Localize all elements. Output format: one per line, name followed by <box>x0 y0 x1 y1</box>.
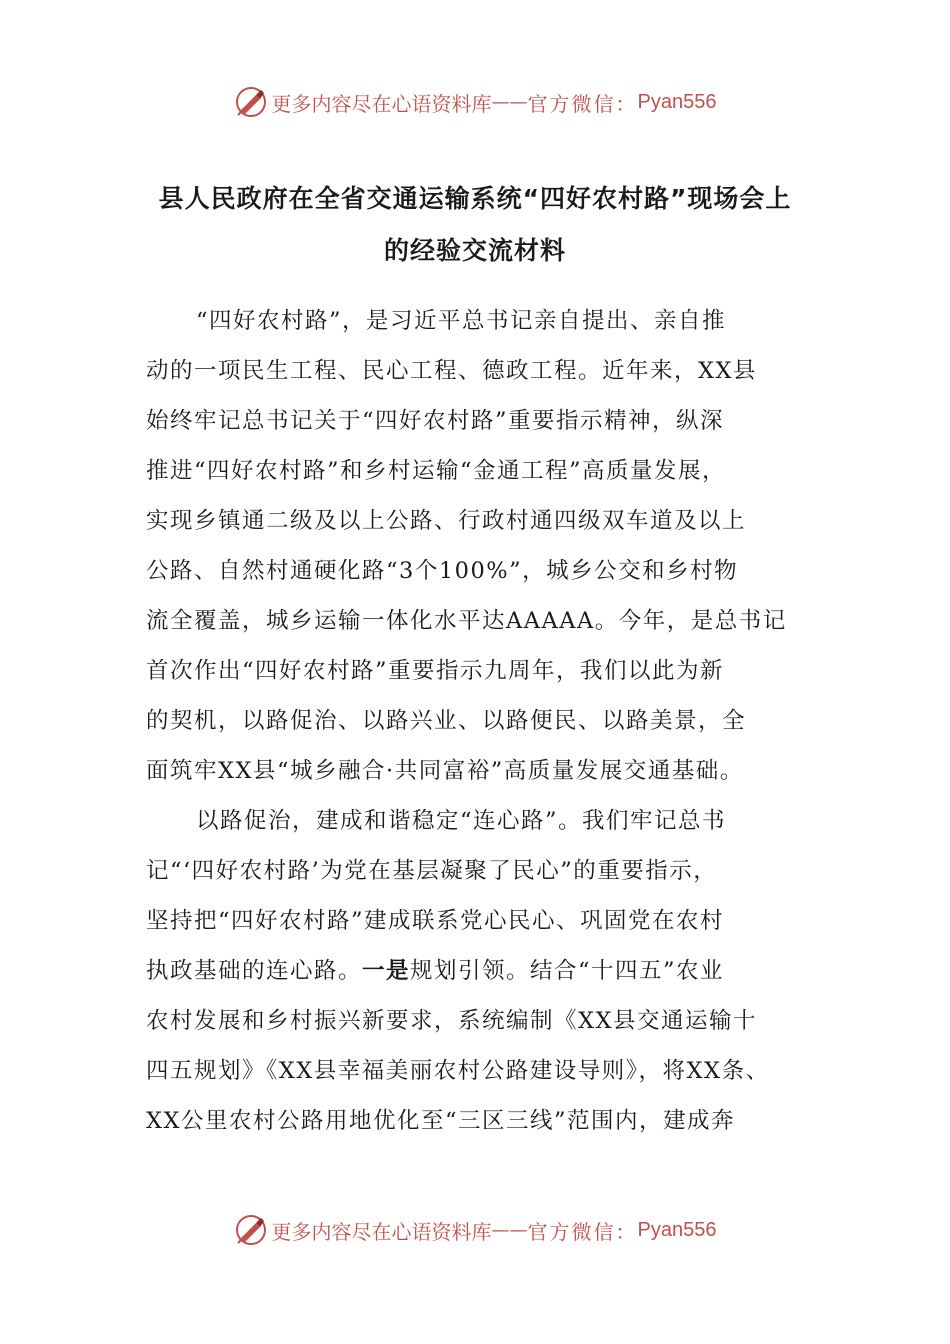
document-title <box>150 173 800 277</box>
paragraph-line: 推进“四好农村路”和乡村运输“金通工程”高质量发展， <box>146 458 727 484</box>
paragraph-line: 动的一项民生工程、民心工程、德政工程。近年来，XX县 <box>146 358 758 384</box>
watermark-label: 官方微信： <box>527 1219 638 1244</box>
document-body <box>146 296 826 1146</box>
title-line: 县人民政府在全省交通运输系统“四好农村路”现场会上 <box>158 184 792 213</box>
paragraph-line: XX公里农村公路用地优化至“三区三线”范围内，建成奔 <box>146 1108 736 1134</box>
watermark-label: 官方微信： <box>527 91 638 116</box>
paragraph-line: 农村发展和乡村振兴新要求，系统编制《XX县交通运输十 <box>146 1008 758 1034</box>
watermark-text: 更多内容尽在心语资料库 <box>271 1219 492 1244</box>
watermark-wechat-id: Pyan556 <box>637 1218 717 1241</box>
paragraph-line: 公路、自然村通硬化路“3个100%”，城乡公交和乡村物 <box>146 558 739 584</box>
paragraph-line: 坚持把“四好农村路”建成联系党心民心、巩固党在农村 <box>146 908 725 934</box>
emphasis-first: 一是 <box>362 958 411 984</box>
watermark-dash: —— <box>491 1219 528 1241</box>
watermark-banner-top <box>0 82 950 122</box>
pen-nib-logo-icon <box>234 1213 268 1247</box>
watermark-text: 更多内容尽在心语资料库 <box>271 91 492 116</box>
watermark-dash: —— <box>491 91 528 113</box>
paragraph-line: 实现乡镇通二级及以上公路、行政村通四级双车道及以上 <box>146 508 747 534</box>
paragraph-line-rest: 规划引领。结合“十四五”农业 <box>410 958 725 984</box>
title-line: 的经验交流材料 <box>383 236 566 265</box>
watermark-banner-bottom <box>0 1210 950 1250</box>
pen-nib-logo-icon <box>234 85 268 119</box>
paragraph-line: 始终牢记总书记关于“四好农村路”重要指示精神，纵深 <box>146 408 725 434</box>
paragraph-line: 首次作出“四好农村路”重要指示九周年，我们以此为新 <box>146 658 725 684</box>
paragraph-line: 的契机，以路促治、以路兴业、以路便民、以路美景，全 <box>146 708 747 734</box>
paragraph-line: “四好农村路”，是习近平总书记亲自提出、亲自推 <box>196 308 727 334</box>
paragraph-line: 面筑牢XX县“城乡融合·共同富裕”高质量发展交通基础。 <box>146 758 744 784</box>
paragraph-line: 四五规划》《XX县幸福美丽农村公路建设导则》，将XX条、 <box>146 1058 770 1084</box>
paragraph-line-mixed <box>146 946 826 996</box>
paragraph-line-start: 执政基础的连心路。 <box>146 958 363 984</box>
watermark-wechat-id: Pyan556 <box>637 90 717 113</box>
paragraph-line: 流全覆盖，城乡运输一体化水平达AAAAA。今年，是总书记 <box>146 608 787 634</box>
paragraph-line: 以路促治，建成和谐稳定“连心路”。我们牢记总书 <box>196 808 727 834</box>
paragraph-line: 记“‘四好农村路’为党在基层凝聚了民心”的重要指示， <box>146 858 718 884</box>
